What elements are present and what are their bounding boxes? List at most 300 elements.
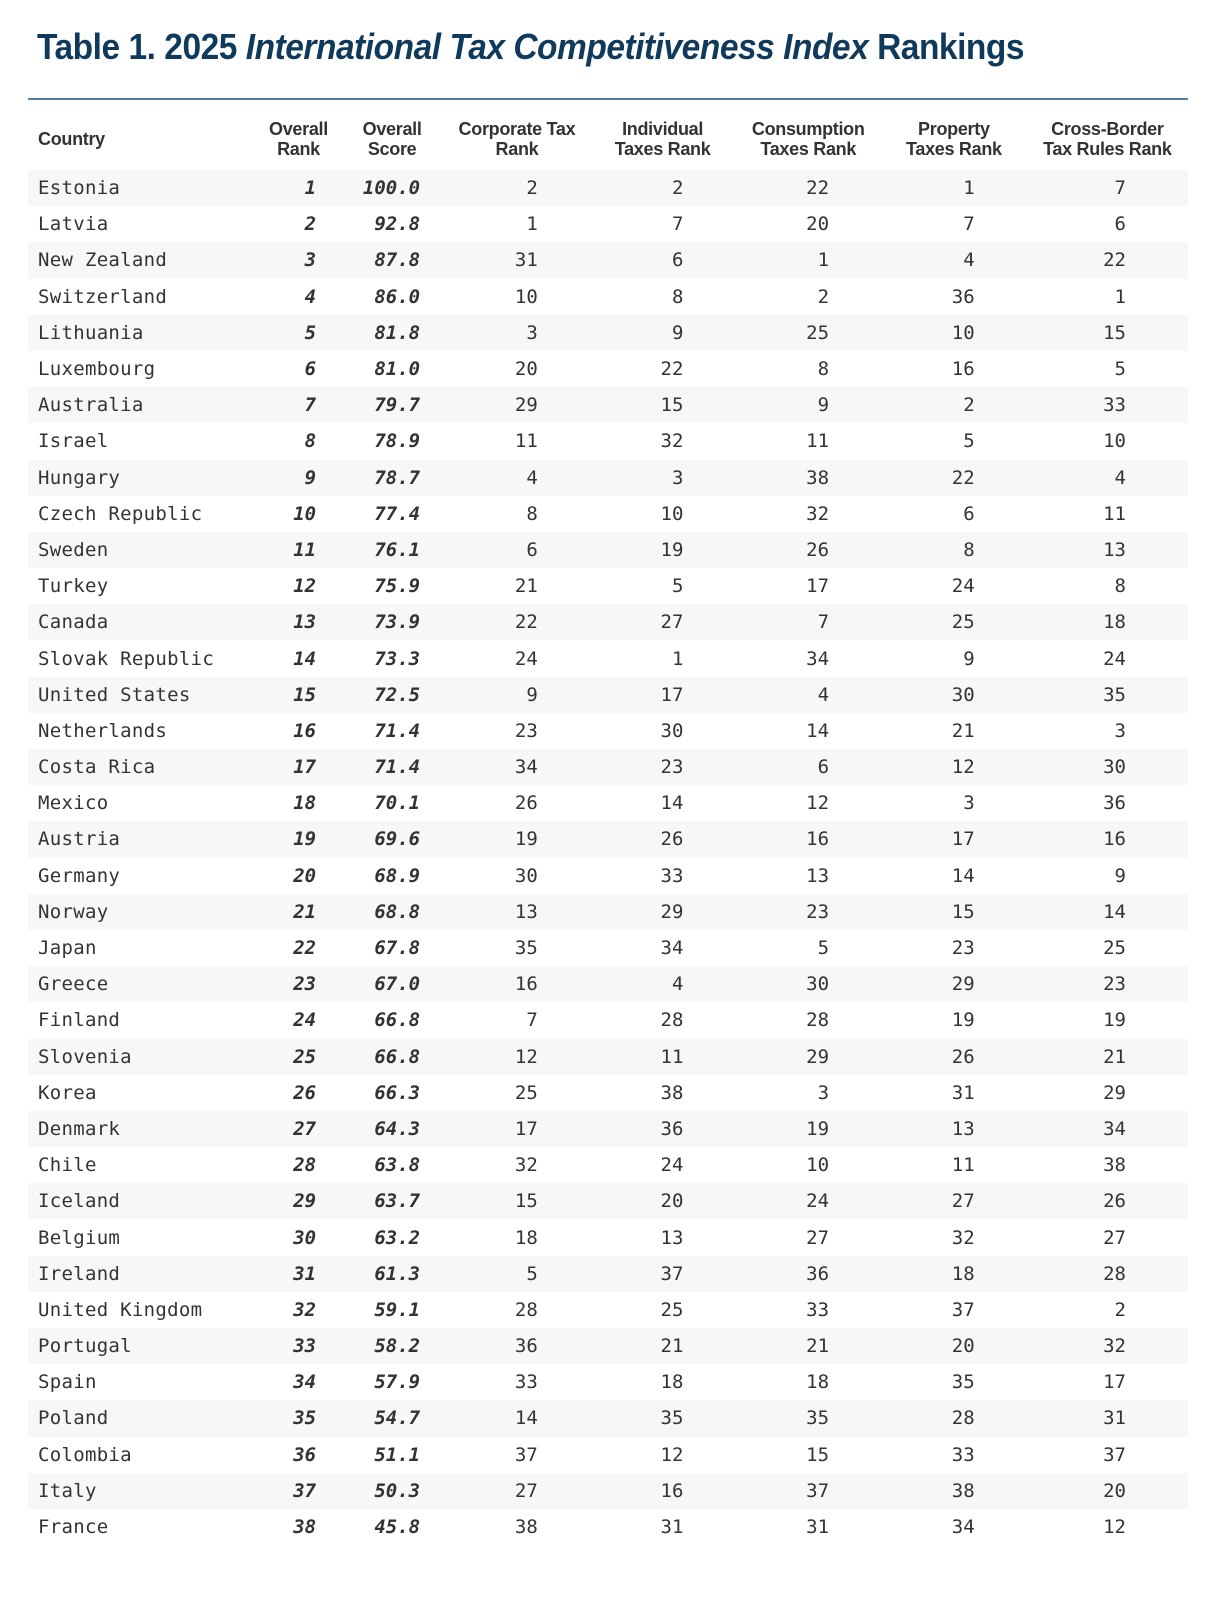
corporate-tax-rank-cell: 7 <box>526 1009 538 1032</box>
country-cell: Denmark <box>28 1111 257 1147</box>
property-taxes-rank-cell: 8 <box>881 532 1027 568</box>
country-cell: United Kingdom <box>38 1298 203 1321</box>
overall-score-cell: 78.7 <box>340 460 444 496</box>
cross-border-tax-rules-rank-cell: 1 <box>1114 285 1126 308</box>
consumption-taxes-rank-cell: 18 <box>806 1371 830 1394</box>
overall-score-cell: 73.9 <box>340 604 444 640</box>
cross-border-tax-rules-rank-cell: 9 <box>1114 864 1126 887</box>
individual-taxes-rank-cell: 23 <box>590 749 736 785</box>
table-row <box>28 351 1188 387</box>
overall-rank-cell: 5 <box>257 315 340 351</box>
country-cell: Greece <box>28 966 257 1002</box>
consumption-taxes-rank-cell: 23 <box>735 894 881 930</box>
corporate-tax-rank-cell: 35 <box>514 937 538 960</box>
property-taxes-rank-cell: 13 <box>881 1111 1027 1147</box>
consumption-taxes-rank-cell: 5 <box>817 937 830 960</box>
property-taxes-rank-cell: 5 <box>963 430 975 453</box>
property-taxes-rank-cell: 7 <box>963 213 975 236</box>
property-taxes-rank-cell: 10 <box>881 315 1027 351</box>
property-taxes-rank-cell: 9 <box>963 647 975 670</box>
cross-border-tax-rules-rank-cell: 16 <box>1027 821 1188 857</box>
consumption-taxes-rank-cell: 34 <box>806 647 830 670</box>
country-cell: Poland <box>28 1400 257 1436</box>
cross-border-tax-rules-rank-cell: 25 <box>1103 937 1126 960</box>
cross-border-tax-rules-rank-cell: 2 <box>1114 1298 1126 1321</box>
consumption-taxes-rank-cell: 22 <box>735 170 881 206</box>
corporate-tax-rank-cell: 26 <box>514 792 538 815</box>
table-row <box>28 1364 1188 1400</box>
overall-score-cell: 87.8 <box>340 242 444 278</box>
table-row <box>28 460 1188 496</box>
table-row <box>28 785 1188 821</box>
corporate-tax-rank-cell: 6 <box>444 532 590 568</box>
country-cell: Belgium <box>38 1226 121 1249</box>
overall-score-cell: 70.1 <box>374 792 421 815</box>
country-cell: Italy <box>28 1473 257 1509</box>
cross-border-tax-rules-rank-cell: 13 <box>1027 532 1188 568</box>
overall-score-cell: 100.0 <box>340 170 444 206</box>
overall-score-cell: 81.0 <box>374 358 421 381</box>
overall-score-cell: 71.4 <box>374 719 421 742</box>
country-cell: Switzerland <box>38 285 168 308</box>
overall-rank-cell: 16 <box>293 719 317 742</box>
overall-rank-cell: 28 <box>293 1154 317 1177</box>
table-row <box>28 1183 1188 1219</box>
country-cell: Netherlands <box>38 719 168 742</box>
property-taxes-rank-cell: 11 <box>951 1154 975 1177</box>
overall-score-cell: 68.8 <box>340 894 444 930</box>
property-taxes-rank-cell: 36 <box>951 285 975 308</box>
corporate-tax-rank-cell: 25 <box>514 1081 538 1104</box>
consumption-taxes-rank-cell: 10 <box>806 1154 830 1177</box>
overall-score-cell: 71.4 <box>340 749 444 785</box>
consumption-taxes-rank-cell: 4 <box>735 677 881 713</box>
page-title <box>37 26 1024 68</box>
property-taxes-rank-cell: 28 <box>881 1400 1027 1436</box>
country-cell: Slovak Republic <box>38 647 215 670</box>
individual-taxes-rank-cell: 12 <box>660 1443 684 1466</box>
country-cell: Ireland <box>28 1256 257 1292</box>
individual-taxes-rank-cell: 30 <box>660 719 684 742</box>
country-cell: Korea <box>38 1081 97 1104</box>
cross-border-tax-rules-rank-cell: 11 <box>1103 502 1126 525</box>
table-row <box>28 1039 1188 1075</box>
table-row <box>28 315 1188 351</box>
cross-border-tax-rules-rank-cell: 7 <box>1027 170 1188 206</box>
individual-taxes-rank-cell: 7 <box>671 213 684 236</box>
overall-rank-cell: 33 <box>257 1328 340 1364</box>
country-cell: New Zealand <box>28 242 257 278</box>
consumption-taxes-rank-cell: 11 <box>806 430 830 453</box>
property-taxes-rank-cell: 12 <box>881 749 1027 785</box>
country-cell: Colombia <box>38 1443 132 1466</box>
property-taxes-rank-cell: 16 <box>951 358 975 381</box>
cross-border-tax-rules-rank-cell: 5 <box>1114 358 1126 381</box>
individual-taxes-rank-cell: 14 <box>660 792 684 815</box>
overall-score-cell: 76.1 <box>340 532 444 568</box>
property-taxes-rank-cell: 26 <box>881 1039 1027 1075</box>
consumption-taxes-rank-cell: 24 <box>735 1183 881 1219</box>
overall-rank-cell: 1 <box>257 170 340 206</box>
consumption-taxes-rank-cell: 12 <box>806 792 830 815</box>
country-cell: Luxembourg <box>38 358 156 381</box>
overall-score-cell: 73.3 <box>374 647 421 670</box>
consumption-taxes-rank-cell: 31 <box>806 1516 830 1539</box>
overall-score-cell: 79.7 <box>340 387 444 423</box>
corporate-tax-rank-cell: 30 <box>514 864 538 887</box>
corporate-tax-rank-cell: 28 <box>514 1298 538 1321</box>
cross-border-tax-rules-rank-cell: 15 <box>1027 315 1188 351</box>
cross-border-tax-rules-rank-cell: 27 <box>1103 1226 1126 1249</box>
overall-rank-cell: 32 <box>293 1298 317 1321</box>
consumption-taxes-rank-cell: 29 <box>735 1039 881 1075</box>
country-cell: Lithuania <box>28 315 257 351</box>
individual-taxes-rank-cell: 9 <box>590 315 736 351</box>
table-row <box>28 713 1188 749</box>
individual-taxes-rank-cell: 21 <box>590 1328 736 1364</box>
cross-border-tax-rules-rank-cell: 34 <box>1027 1111 1188 1147</box>
table-body <box>28 170 1188 1545</box>
country-cell: Turkey <box>38 575 109 598</box>
overall-score-cell: 63.7 <box>340 1183 444 1219</box>
property-taxes-rank-cell: 14 <box>951 864 975 887</box>
overall-rank-cell: 3 <box>257 242 340 278</box>
corporate-tax-rank-cell: 11 <box>514 430 538 453</box>
cross-border-tax-rules-rank-cell: 6 <box>1114 213 1126 236</box>
individual-taxes-rank-cell: 11 <box>590 1039 736 1075</box>
table-row <box>28 640 1188 676</box>
table-row <box>28 1256 1188 1292</box>
overall-score-cell: 69.6 <box>340 821 444 857</box>
property-taxes-rank-cell: 34 <box>951 1516 975 1539</box>
corporate-tax-rank-cell: 8 <box>526 502 538 525</box>
overall-rank-cell: 36 <box>293 1443 317 1466</box>
consumption-taxes-rank-cell: 30 <box>735 966 881 1002</box>
table-row <box>28 749 1188 785</box>
property-taxes-rank-cell: 21 <box>951 719 975 742</box>
cross-border-tax-rules-rank-cell: 17 <box>1103 1371 1126 1394</box>
corporate-tax-rank-cell: 33 <box>514 1371 538 1394</box>
property-taxes-rank-cell: 38 <box>881 1473 1027 1509</box>
consumption-taxes-rank-cell: 8 <box>817 358 830 381</box>
country-cell: Austria <box>28 821 257 857</box>
overall-score-cell: 68.9 <box>374 864 421 887</box>
individual-taxes-rank-cell: 29 <box>590 894 736 930</box>
corporate-tax-rank-cell: 38 <box>514 1516 538 1539</box>
table-row <box>28 1111 1188 1147</box>
title-divider <box>28 98 1188 100</box>
overall-score-cell: 92.8 <box>374 213 421 236</box>
cross-border-tax-rules-rank-cell: 23 <box>1027 966 1188 1002</box>
consumption-taxes-rank-cell: 37 <box>735 1473 881 1509</box>
individual-taxes-rank-cell: 6 <box>590 242 736 278</box>
table-row <box>28 894 1188 930</box>
table-row <box>28 677 1188 713</box>
header-consumption-taxes-rank: Consumption Taxes Rank <box>751 119 865 159</box>
table-row <box>28 1400 1188 1436</box>
consumption-taxes-rank-cell: 35 <box>735 1400 881 1436</box>
cross-border-tax-rules-rank-cell: 28 <box>1027 1256 1188 1292</box>
individual-taxes-rank-cell: 33 <box>660 864 684 887</box>
country-cell: Hungary <box>28 460 257 496</box>
consumption-taxes-rank-cell: 15 <box>806 1443 830 1466</box>
overall-score-cell: 66.3 <box>374 1081 421 1104</box>
property-taxes-rank-cell: 6 <box>963 502 975 525</box>
consumption-taxes-rank-cell: 33 <box>806 1298 830 1321</box>
corporate-tax-rank-cell: 31 <box>444 242 590 278</box>
overall-rank-cell: 25 <box>257 1039 340 1075</box>
overall-score-cell: 86.0 <box>374 285 421 308</box>
property-taxes-rank-cell: 15 <box>881 894 1027 930</box>
cross-border-tax-rules-rank-cell: 38 <box>1103 1154 1126 1177</box>
overall-score-cell: 63.8 <box>374 1154 421 1177</box>
corporate-tax-rank-cell: 16 <box>444 966 590 1002</box>
corporate-tax-rank-cell: 10 <box>514 285 538 308</box>
cross-border-tax-rules-rank-cell: 33 <box>1027 387 1188 423</box>
overall-rank-cell: 37 <box>257 1473 340 1509</box>
property-taxes-rank-cell: 29 <box>881 966 1027 1002</box>
overall-rank-cell: 20 <box>293 864 317 887</box>
table-row <box>28 532 1188 568</box>
property-taxes-rank-cell: 33 <box>951 1443 975 1466</box>
property-taxes-rank-cell: 17 <box>881 821 1027 857</box>
overall-rank-cell: 14 <box>293 647 317 670</box>
individual-taxes-rank-cell: 24 <box>660 1154 684 1177</box>
individual-taxes-rank-cell: 3 <box>590 460 736 496</box>
country-cell: Australia <box>28 387 257 423</box>
individual-taxes-rank-cell: 35 <box>590 1400 736 1436</box>
table-row <box>28 1328 1188 1364</box>
header-corporate-tax-rank: Corporate Tax Rank <box>458 119 576 159</box>
table-row <box>28 1075 1188 1111</box>
consumption-taxes-rank-cell: 9 <box>735 387 881 423</box>
corporate-tax-rank-cell: 34 <box>444 749 590 785</box>
country-cell: Mexico <box>38 792 109 815</box>
country-cell: Iceland <box>28 1183 257 1219</box>
cross-border-tax-rules-rank-cell: 35 <box>1027 677 1188 713</box>
overall-score-cell: 77.4 <box>374 502 421 525</box>
consumption-taxes-rank-cell: 28 <box>806 1009 830 1032</box>
property-taxes-rank-cell: 25 <box>881 604 1027 640</box>
property-taxes-rank-cell: 32 <box>951 1226 975 1249</box>
corporate-tax-rank-cell: 19 <box>444 821 590 857</box>
property-taxes-rank-cell: 24 <box>951 575 975 598</box>
country-cell: Japan <box>38 937 97 960</box>
corporate-tax-rank-cell: 32 <box>514 1154 538 1177</box>
table-row <box>28 423 1188 459</box>
cross-border-tax-rules-rank-cell: 31 <box>1027 1400 1188 1436</box>
cross-border-tax-rules-rank-cell: 14 <box>1027 894 1188 930</box>
corporate-tax-rank-cell: 5 <box>444 1256 590 1292</box>
overall-rank-cell: 12 <box>293 575 317 598</box>
consumption-taxes-rank-cell: 17 <box>806 575 830 598</box>
country-cell: Canada <box>28 604 257 640</box>
table-row <box>28 1292 1188 1328</box>
country-cell: Israel <box>38 430 109 453</box>
country-cell: Germany <box>38 864 121 887</box>
corporate-tax-rank-cell: 13 <box>444 894 590 930</box>
individual-taxes-rank-cell: 10 <box>660 502 684 525</box>
table-row <box>28 568 1188 604</box>
overall-score-cell: 50.3 <box>340 1473 444 1509</box>
corporate-tax-rank-cell: 21 <box>514 575 538 598</box>
country-cell: Sweden <box>28 532 257 568</box>
consumption-taxes-rank-cell: 25 <box>735 315 881 351</box>
table-row <box>28 242 1188 278</box>
rankings-table <box>28 108 1188 1545</box>
individual-taxes-rank-cell: 38 <box>660 1081 684 1104</box>
table-row <box>28 821 1188 857</box>
consumption-taxes-rank-cell: 36 <box>735 1256 881 1292</box>
country-cell: Portugal <box>28 1328 257 1364</box>
corporate-tax-rank-cell: 4 <box>444 460 590 496</box>
header-row <box>28 108 1188 170</box>
table-row <box>28 170 1188 206</box>
cross-border-tax-rules-rank-cell: 37 <box>1103 1443 1126 1466</box>
table-row <box>28 1219 1188 1255</box>
corporate-tax-rank-cell: 9 <box>444 677 590 713</box>
cross-border-tax-rules-rank-cell: 10 <box>1103 430 1126 453</box>
overall-rank-cell: 35 <box>257 1400 340 1436</box>
overall-score-cell: 66.8 <box>374 1009 421 1032</box>
individual-taxes-rank-cell: 25 <box>660 1298 684 1321</box>
overall-rank-cell: 22 <box>293 937 317 960</box>
consumption-taxes-rank-cell: 13 <box>806 864 830 887</box>
property-taxes-rank-cell: 22 <box>881 460 1027 496</box>
overall-score-cell: 72.5 <box>340 677 444 713</box>
overall-score-cell: 59.1 <box>374 1298 421 1321</box>
overall-score-cell: 81.8 <box>340 315 444 351</box>
cross-border-tax-rules-rank-cell: 26 <box>1027 1183 1188 1219</box>
consumption-taxes-rank-cell: 38 <box>735 460 881 496</box>
table-row <box>28 1147 1188 1183</box>
table-row <box>28 858 1188 894</box>
property-taxes-rank-cell: 2 <box>881 387 1027 423</box>
corporate-tax-rank-cell: 22 <box>444 604 590 640</box>
corporate-tax-rank-cell: 12 <box>444 1039 590 1075</box>
overall-rank-cell: 4 <box>304 285 317 308</box>
consumption-taxes-rank-cell: 6 <box>735 749 881 785</box>
table-row <box>28 387 1188 423</box>
table-row <box>28 604 1188 640</box>
header-cross-border-rank: Cross-Border Tax Rules Rank <box>1043 119 1172 159</box>
table-row <box>28 930 1188 966</box>
consumption-taxes-rank-cell: 32 <box>806 502 830 525</box>
table-row <box>28 1473 1188 1509</box>
individual-taxes-rank-cell: 32 <box>660 430 684 453</box>
consumption-taxes-rank-cell: 14 <box>806 719 830 742</box>
individual-taxes-rank-cell: 5 <box>671 575 684 598</box>
cross-border-tax-rules-rank-cell: 19 <box>1103 1009 1126 1032</box>
consumption-taxes-rank-cell: 27 <box>806 1226 830 1249</box>
individual-taxes-rank-cell: 1 <box>671 647 684 670</box>
overall-rank-cell: 17 <box>257 749 340 785</box>
overall-score-cell: 66.8 <box>340 1039 444 1075</box>
cross-border-tax-rules-rank-cell: 22 <box>1027 242 1188 278</box>
individual-taxes-rank-cell: 34 <box>660 937 684 960</box>
overall-rank-cell: 18 <box>293 792 317 815</box>
individual-taxes-rank-cell: 31 <box>660 1516 684 1539</box>
country-cell: Slovenia <box>28 1039 257 1075</box>
overall-rank-cell: 31 <box>257 1256 340 1292</box>
cross-border-tax-rules-rank-cell: 18 <box>1027 604 1188 640</box>
overall-rank-cell: 34 <box>293 1371 317 1394</box>
individual-taxes-rank-cell: 17 <box>590 677 736 713</box>
overall-score-cell: 67.8 <box>374 937 421 960</box>
individual-taxes-rank-cell: 2 <box>590 170 736 206</box>
property-taxes-rank-cell: 18 <box>881 1256 1027 1292</box>
consumption-taxes-rank-cell: 3 <box>817 1081 830 1104</box>
title-suffix: Rankings <box>868 26 1025 67</box>
title-index-name: International Tax Competitiveness Index <box>245 26 869 67</box>
consumption-taxes-rank-cell: 7 <box>735 604 881 640</box>
property-taxes-rank-cell: 31 <box>951 1081 975 1104</box>
country-cell: France <box>38 1516 109 1539</box>
header-property-taxes-rank: Property Taxes Rank <box>906 119 1002 159</box>
table-row <box>28 496 1188 532</box>
overall-rank-cell: 8 <box>304 430 317 453</box>
overall-score-cell: 51.1 <box>374 1443 421 1466</box>
cross-border-tax-rules-rank-cell: 32 <box>1027 1328 1188 1364</box>
individual-taxes-rank-cell: 4 <box>590 966 736 1002</box>
header-country: Country <box>38 129 105 149</box>
individual-taxes-rank-cell: 22 <box>660 358 684 381</box>
cross-border-tax-rules-rank-cell: 21 <box>1027 1039 1188 1075</box>
individual-taxes-rank-cell: 16 <box>590 1473 736 1509</box>
overall-score-cell: 61.3 <box>340 1256 444 1292</box>
cross-border-tax-rules-rank-cell: 3 <box>1114 719 1126 742</box>
individual-taxes-rank-cell: 26 <box>590 821 736 857</box>
consumption-taxes-rank-cell: 20 <box>806 213 830 236</box>
overall-rank-cell: 26 <box>293 1081 317 1104</box>
cross-border-tax-rules-rank-cell: 29 <box>1103 1081 1126 1104</box>
consumption-taxes-rank-cell: 2 <box>817 285 830 308</box>
cross-border-tax-rules-rank-cell: 20 <box>1027 1473 1188 1509</box>
overall-rank-cell: 2 <box>304 213 317 236</box>
individual-taxes-rank-cell: 18 <box>660 1371 684 1394</box>
overall-rank-cell: 9 <box>257 460 340 496</box>
property-taxes-rank-cell: 23 <box>951 937 975 960</box>
property-taxes-rank-cell: 4 <box>881 242 1027 278</box>
corporate-tax-rank-cell: 37 <box>514 1443 538 1466</box>
country-cell: United States <box>28 677 257 713</box>
corporate-tax-rank-cell: 2 <box>444 170 590 206</box>
cross-border-tax-rules-rank-cell: 30 <box>1027 749 1188 785</box>
country-cell: Czech Republic <box>38 502 203 525</box>
country-cell: Costa Rica <box>28 749 257 785</box>
individual-taxes-rank-cell: 15 <box>590 387 736 423</box>
overall-score-cell: 75.9 <box>374 575 421 598</box>
table-row <box>28 966 1188 1002</box>
country-cell: Spain <box>38 1371 97 1394</box>
overall-score-cell: 64.3 <box>340 1111 444 1147</box>
property-taxes-rank-cell: 30 <box>881 677 1027 713</box>
overall-rank-cell: 27 <box>257 1111 340 1147</box>
cross-border-tax-rules-rank-cell: 4 <box>1027 460 1188 496</box>
corporate-tax-rank-cell: 29 <box>444 387 590 423</box>
title-prefix: Table 1. 2025 <box>37 26 246 67</box>
overall-rank-cell: 19 <box>257 821 340 857</box>
individual-taxes-rank-cell: 13 <box>660 1226 684 1249</box>
overall-score-cell: 63.2 <box>374 1226 421 1249</box>
country-cell: Latvia <box>38 213 109 236</box>
corporate-tax-rank-cell: 3 <box>444 315 590 351</box>
country-cell: Chile <box>38 1154 97 1177</box>
cross-border-tax-rules-rank-cell: 24 <box>1103 647 1126 670</box>
overall-score-cell: 58.2 <box>340 1328 444 1364</box>
corporate-tax-rank-cell: 1 <box>526 213 538 236</box>
individual-taxes-rank-cell: 20 <box>590 1183 736 1219</box>
